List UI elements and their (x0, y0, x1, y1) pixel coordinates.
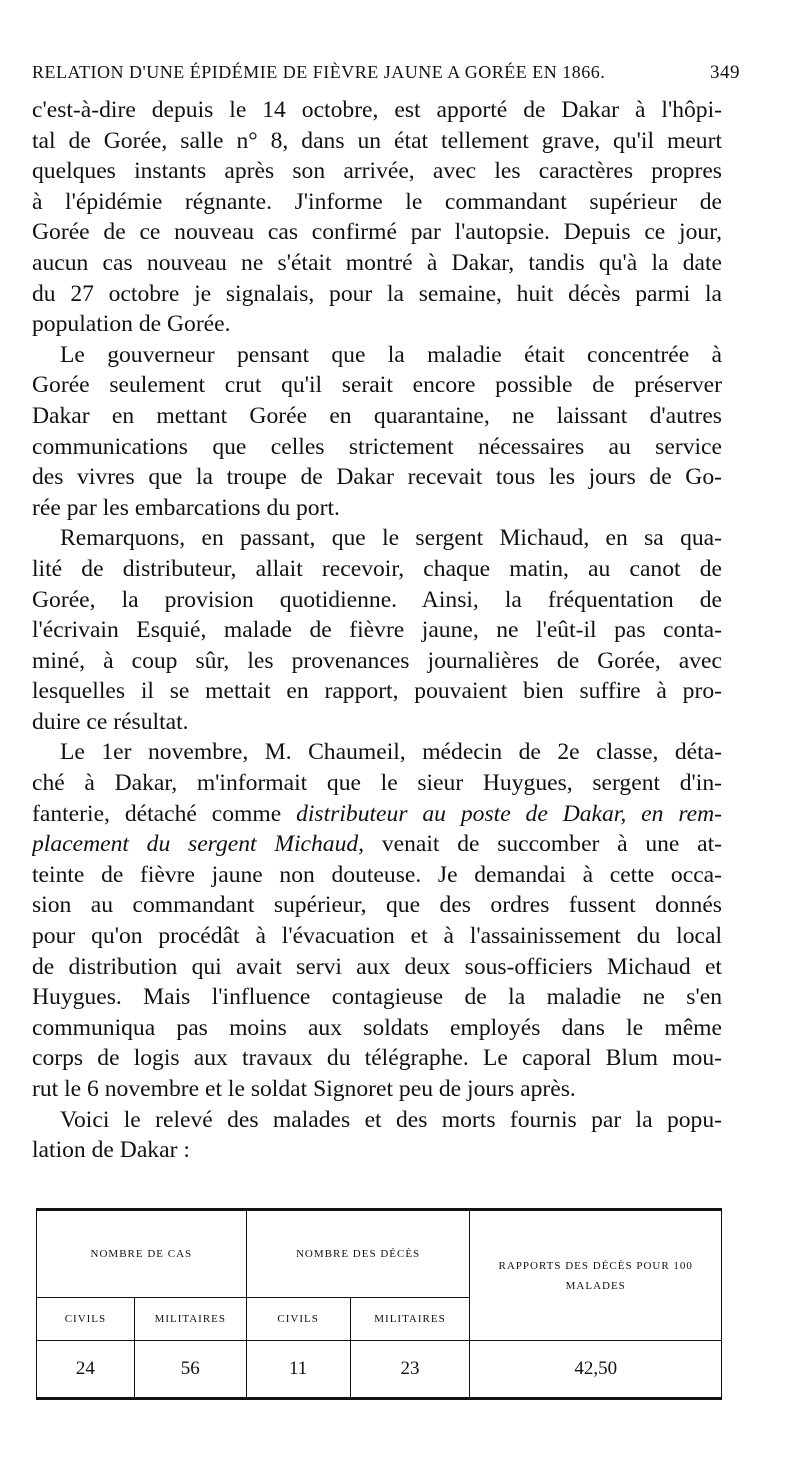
text-line: Le gouverneur pensant que la maladie était concentrée à (60, 341, 722, 368)
text-line: communiqua pas moins aux soldats employés dans le même (32, 1014, 722, 1041)
cell-deces-militaires: 23 (350, 1341, 470, 1399)
text-line: Dakar en mettant Gorée en quarantaine, ne laissant d'autres (32, 402, 722, 429)
text-line: teinte de fièvre jaune non douteuse. Je demandai à cette occa- (32, 861, 722, 888)
text-line: Gorée seulement crut qu'il serait encore possible de préserver (32, 372, 722, 399)
text-line: sion au commandant supérieur, que des ordres fussent donnés (32, 892, 722, 919)
text-line: rut le 6 novembre et le soldat Signoret peu de jours après. (32, 1076, 576, 1102)
italic-fragment: placement du sergent Michaud, (32, 831, 365, 858)
text-line: corps de logis aux travaux du télégraphe. Le caporal Blum mou- (32, 1045, 722, 1072)
header-deces-militaires: MILITAIRES (350, 1298, 470, 1341)
header-nombre-des-deces: NOMBRE DES DÉCÈS (246, 1210, 470, 1298)
cell-cas-militaires: 56 (134, 1341, 246, 1399)
text-line: Gorée, la provision quotidienne. Ainsi, la fréquentation de (32, 586, 722, 613)
table-group-header-row (37, 1210, 722, 1298)
text-line: à l'épidémie régnante. J'informe le commandant supérieur de (32, 188, 722, 215)
header-cas-militaires: MILITAIRES (134, 1298, 246, 1341)
cell-deces-civils: 11 (246, 1341, 350, 1399)
text-line: de distribution qui avait servi aux deux sous-officiers Michaud et (32, 953, 722, 980)
text-line: rée par les embarcations du port. (32, 494, 340, 521)
text-line: tal de Gorée, salle n° 8, dans un état tellement grave, qu'il meurt (32, 127, 722, 154)
header-deces-civils: CIVILS (246, 1298, 350, 1341)
text-line: ché à Dakar, m'informait que le sieur Huygues, sergent d'in- (32, 770, 722, 797)
cell-cas-civils: 24 (37, 1341, 135, 1399)
text-line: Gorée de ce nouveau cas confirmé par l'autopsie. Depuis ce jour, (32, 219, 722, 246)
header-cas-civils: CIVILS (37, 1298, 135, 1341)
italic-fragment: distributeur au poste de Dakar, en rem- (296, 800, 722, 827)
running-head (32, 62, 740, 88)
text-line: Le 1er novembre, M. Chaumeil, médecin de 2e classe, déta- (60, 739, 722, 766)
text-line: Huygues. Mais l'influence contagieuse de la maladie ne s'en (32, 984, 722, 1011)
text-line: l'écrivain Esquié, malade de fièvre jaune, ne l'eût-il pas conta- (32, 617, 722, 644)
text-line-mixed (32, 829, 722, 860)
running-head-title: RELATION D'UNE ÉPIDÉMIE DE FIÈVRE JAUNE A GORÉE EN 1866. (32, 62, 606, 82)
text-fragment: fanterie, détaché comme (32, 800, 282, 827)
text-line: communications que celles strictement nécessaires au service (32, 433, 722, 460)
page-number: 349 (710, 62, 740, 83)
header-nombre-de-cas: NOMBRE DE CAS (37, 1210, 247, 1298)
text-line: c'est-à-dire depuis le 14 octobre, est apporté de Dakar à l'hôpi- (32, 97, 722, 123)
text-line: duire ce résultat. (32, 708, 189, 735)
text-line: lité de distributeur, allait recevoir, chaque matin, au canot de (32, 555, 722, 582)
statistics-table (36, 1208, 722, 1400)
text-line: Voici le relevé des malades et des morts fournis par la popu- (60, 1106, 722, 1133)
body-text (32, 95, 722, 1166)
text-line: miné, à coup sûr, les provenances journalières de Gorée, avec (32, 647, 722, 674)
text-line: du 27 octobre je signalais, pour la semaine, huit décès parmi la (32, 280, 722, 307)
text-line-mixed (32, 799, 722, 830)
text-line: pour qu'on procédât à l'évacuation et à l'assainissement du local (32, 923, 722, 950)
header-rapports: RAPPORTS DES DÉCÈS POUR 100 MALADES (470, 1210, 722, 1341)
text-line: population de Gorée. (32, 311, 231, 338)
text-fragment: venait de succomber à une at- (381, 831, 722, 858)
text-line: lation de Dakar : (32, 1137, 190, 1164)
text-line: lesquelles il se mettait en rapport, pouvaient bien suffire à pro- (32, 678, 722, 705)
table-row (37, 1341, 722, 1399)
text-line: Remarquons, en passant, que le sergent Michaud, en sa qua- (60, 525, 722, 552)
text-line: aucun cas nouveau ne s'était montré à Dakar, tandis qu'à la date (32, 249, 722, 276)
text-line: quelques instants après son arrivée, avec les caractères propres (32, 158, 722, 185)
cell-rapport: 42,50 (470, 1341, 722, 1399)
text-line: des vivres que la troupe de Dakar recevait tous les jours de Go- (32, 464, 722, 491)
